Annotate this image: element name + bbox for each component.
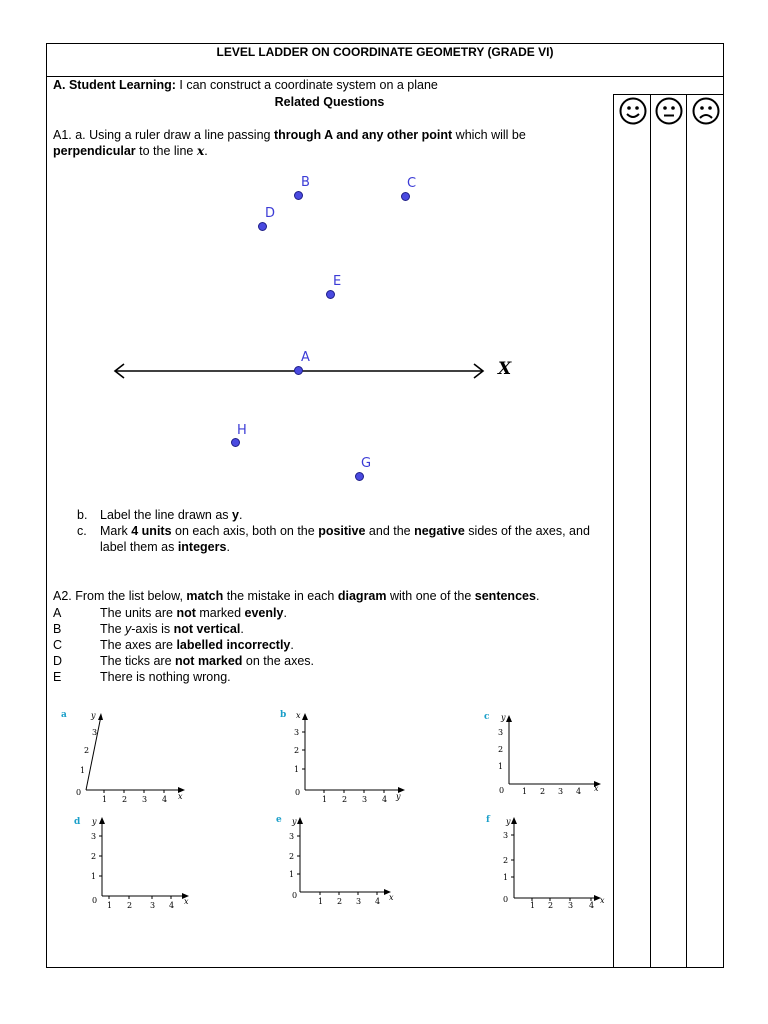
point-e xyxy=(326,290,335,299)
point-b xyxy=(294,191,303,200)
x-tick-label: 2 xyxy=(337,897,343,906)
option-key: A xyxy=(53,606,62,620)
point-b-label: B xyxy=(301,175,310,190)
a1-c-part: on each axis, both on the xyxy=(171,524,319,538)
option-text xyxy=(100,637,294,653)
option-part: . xyxy=(283,606,287,620)
a1-c-emph: negative xyxy=(414,524,465,538)
x-tick-label: 2 xyxy=(342,795,348,804)
x-tick-label: 1 xyxy=(530,901,536,910)
diagram-letter: c xyxy=(484,712,490,722)
a1-c-part: Mark xyxy=(100,524,132,538)
x-tick-label: 1 xyxy=(318,897,324,906)
x-tick-label: 1 xyxy=(522,787,528,796)
a1-text: A1. a. Using a ruler draw a line passing xyxy=(53,128,274,142)
option-emph: labelled incorrectly xyxy=(176,638,291,652)
a2-emph: sentences xyxy=(474,589,536,603)
y-tick-label: 2 xyxy=(294,746,300,755)
option-part: There is nothing wrong. xyxy=(100,670,231,684)
y-tick-label: 3 xyxy=(503,831,509,840)
option-emph: not marked xyxy=(175,654,243,668)
x-tick-label: 3 xyxy=(150,901,156,910)
x-axis-name: x xyxy=(184,897,189,906)
col-divider-3 xyxy=(686,94,687,968)
a1-b-part: . xyxy=(238,508,243,522)
y-axis-name: y xyxy=(292,817,297,826)
a2-part: with one of the xyxy=(386,589,475,603)
diagram-letter: e xyxy=(276,815,282,825)
x-axis-name: x xyxy=(600,896,605,905)
y-tick-label: 3 xyxy=(498,728,504,737)
point-d xyxy=(258,222,267,231)
x-tick-label: 2 xyxy=(548,901,554,910)
a1-c-part: label them as xyxy=(100,540,178,554)
y-tick-label: 3 xyxy=(91,832,97,841)
a1-c-marker: c. xyxy=(77,524,87,538)
student-learning xyxy=(53,77,438,93)
row-divider-2 xyxy=(613,94,724,95)
y-tick-label: 1 xyxy=(498,762,504,771)
zero-label: 0 xyxy=(503,895,509,904)
point-g-label: G xyxy=(361,456,372,471)
a1-c-part: and the xyxy=(365,524,415,538)
option-key: C xyxy=(53,638,63,652)
a1-c-emph: 4 units xyxy=(131,524,172,538)
y-axis-name: x xyxy=(296,711,301,720)
x-tick-label: 2 xyxy=(122,795,128,804)
y-tick-label: 2 xyxy=(503,856,509,865)
point-c xyxy=(401,192,410,201)
x-axis-name: x xyxy=(389,893,394,902)
zero-label: 0 xyxy=(92,896,98,905)
a1-c-emph: integers xyxy=(177,540,227,554)
zero-label: 0 xyxy=(499,786,505,795)
option-italic: y xyxy=(125,622,132,636)
related-questions-heading: Related Questions xyxy=(274,95,385,109)
option-key: D xyxy=(53,654,63,668)
diagram-letter: f xyxy=(486,815,490,825)
diagram-f xyxy=(482,812,612,912)
diagram-letter: b xyxy=(280,710,287,720)
y-tick-label: 2 xyxy=(498,745,504,754)
x-tick-label: 4 xyxy=(169,901,175,910)
y-tick-label: 2 xyxy=(91,852,97,861)
a1-c-text-2 xyxy=(100,539,230,555)
diagram-d xyxy=(70,812,200,912)
student-learning-text: I can construct a coordinate system on a plane xyxy=(175,78,438,92)
x-tick-label: 1 xyxy=(102,795,108,804)
diagram-a xyxy=(58,706,198,806)
point-a-label: A xyxy=(301,350,310,365)
x-tick-label: 3 xyxy=(558,787,564,796)
option-key: B xyxy=(53,622,62,636)
y-tick-label: 3 xyxy=(92,728,98,737)
a1-c-text-1 xyxy=(100,523,590,539)
diagram-letter: d xyxy=(74,817,81,827)
frame-left xyxy=(46,43,47,968)
document-title: LEVEL LADDER ON COORDINATE GEOMETRY (GRADE VI) xyxy=(216,45,554,59)
happy-face-icon xyxy=(619,97,647,125)
a1-text: which will be xyxy=(452,128,526,142)
a1-line-2 xyxy=(53,143,208,159)
diagram-letter: a xyxy=(61,710,67,720)
option-text xyxy=(100,669,231,685)
x-tick-label: 2 xyxy=(127,901,133,910)
a1-b-part: Label the line drawn as xyxy=(100,508,233,522)
option-part: The axes are xyxy=(100,638,177,652)
a1-text: to the line xyxy=(135,144,197,158)
a2-emph: diagram xyxy=(337,589,387,603)
number-line-diagram xyxy=(110,355,530,387)
y-axis-name: y xyxy=(91,711,96,720)
diagram-c xyxy=(482,706,622,806)
point-g xyxy=(355,472,364,481)
option-text xyxy=(100,621,244,637)
x-axis-name: x xyxy=(594,784,599,793)
point-d-label: D xyxy=(265,206,276,221)
y-tick-label: 1 xyxy=(91,872,97,881)
option-part: -axis is xyxy=(131,622,174,636)
diagram-e xyxy=(272,812,402,912)
x-axis-name: y xyxy=(396,792,401,801)
x-axis-name: x xyxy=(178,792,183,801)
y-tick-label: 3 xyxy=(289,832,295,841)
y-axis-name: y xyxy=(506,817,511,826)
a2-part: A2. From the list below, xyxy=(53,589,187,603)
neutral-face-icon xyxy=(655,97,683,125)
x-tick-label: 3 xyxy=(356,897,362,906)
a2-intro xyxy=(53,588,539,604)
a1-var: x xyxy=(196,143,205,158)
option-text xyxy=(100,653,314,669)
y-tick-label: 2 xyxy=(84,746,90,755)
zero-label: 0 xyxy=(76,788,82,797)
option-part: . xyxy=(240,622,244,636)
point-h xyxy=(231,438,240,447)
x-tick-label: 4 xyxy=(382,795,388,804)
y-tick-label: 1 xyxy=(289,870,295,879)
option-emph: evenly xyxy=(244,606,284,620)
y-tick-label: 1 xyxy=(80,766,86,775)
point-c-label: C xyxy=(407,176,417,191)
y-axis-name: y xyxy=(92,817,97,826)
point-a xyxy=(294,366,303,375)
option-emph: not vertical xyxy=(173,622,241,636)
y-tick-label: 2 xyxy=(289,852,295,861)
diagram-b xyxy=(278,706,418,806)
a1-c-part: . xyxy=(226,540,230,554)
x-tick-label: 3 xyxy=(568,901,574,910)
point-h-label: H xyxy=(237,423,247,438)
a1-text: . xyxy=(204,144,208,158)
x-tick-label: 4 xyxy=(576,787,582,796)
x-axis-label: X xyxy=(498,359,512,379)
y-axis-name: y xyxy=(501,713,506,722)
student-learning-label: A. Student Learning: xyxy=(53,78,176,92)
zero-label: 0 xyxy=(295,788,301,797)
option-part: marked xyxy=(195,606,245,620)
col-divider-2 xyxy=(650,94,651,968)
a2-part: the mistake in each xyxy=(223,589,338,603)
x-tick-label: 2 xyxy=(540,787,546,796)
option-text xyxy=(100,605,287,621)
option-part: The xyxy=(100,622,126,636)
x-tick-label: 4 xyxy=(162,795,168,804)
option-key: E xyxy=(53,670,62,684)
option-part: . xyxy=(290,638,294,652)
x-tick-label: 4 xyxy=(375,897,381,906)
a1-b-marker: b. xyxy=(77,508,88,522)
a1-c-part: sides of the axes, and xyxy=(464,524,590,538)
a1-emph: through A and any other point xyxy=(273,128,453,142)
a1-line-1 xyxy=(53,127,526,143)
zero-label: 0 xyxy=(292,891,298,900)
a1-b-emph: y xyxy=(232,508,239,522)
sad-face-icon xyxy=(692,97,720,125)
frame-bottom xyxy=(46,967,724,968)
option-emph: not xyxy=(176,606,196,620)
a2-emph: match xyxy=(186,589,224,603)
y-tick-label: 1 xyxy=(503,873,509,882)
x-tick-label: 3 xyxy=(142,795,148,804)
x-tick-label: 3 xyxy=(362,795,368,804)
a1-c-emph: positive xyxy=(318,524,366,538)
option-part: The ticks are xyxy=(100,654,176,668)
y-tick-label: 1 xyxy=(294,765,300,774)
option-part: on the axes. xyxy=(242,654,314,668)
col-divider-1 xyxy=(613,94,614,968)
frame-right xyxy=(723,43,724,968)
point-e-label: E xyxy=(333,274,342,289)
y-tick-label: 3 xyxy=(294,728,300,737)
a2-part: . xyxy=(535,589,540,603)
x-tick-label: 1 xyxy=(322,795,328,804)
option-part: The units are xyxy=(100,606,177,620)
x-tick-label: 1 xyxy=(107,901,113,910)
a1-emph: perpendicular xyxy=(53,144,136,158)
a1-b-text xyxy=(100,507,242,523)
x-tick-label: 4 xyxy=(589,901,595,910)
